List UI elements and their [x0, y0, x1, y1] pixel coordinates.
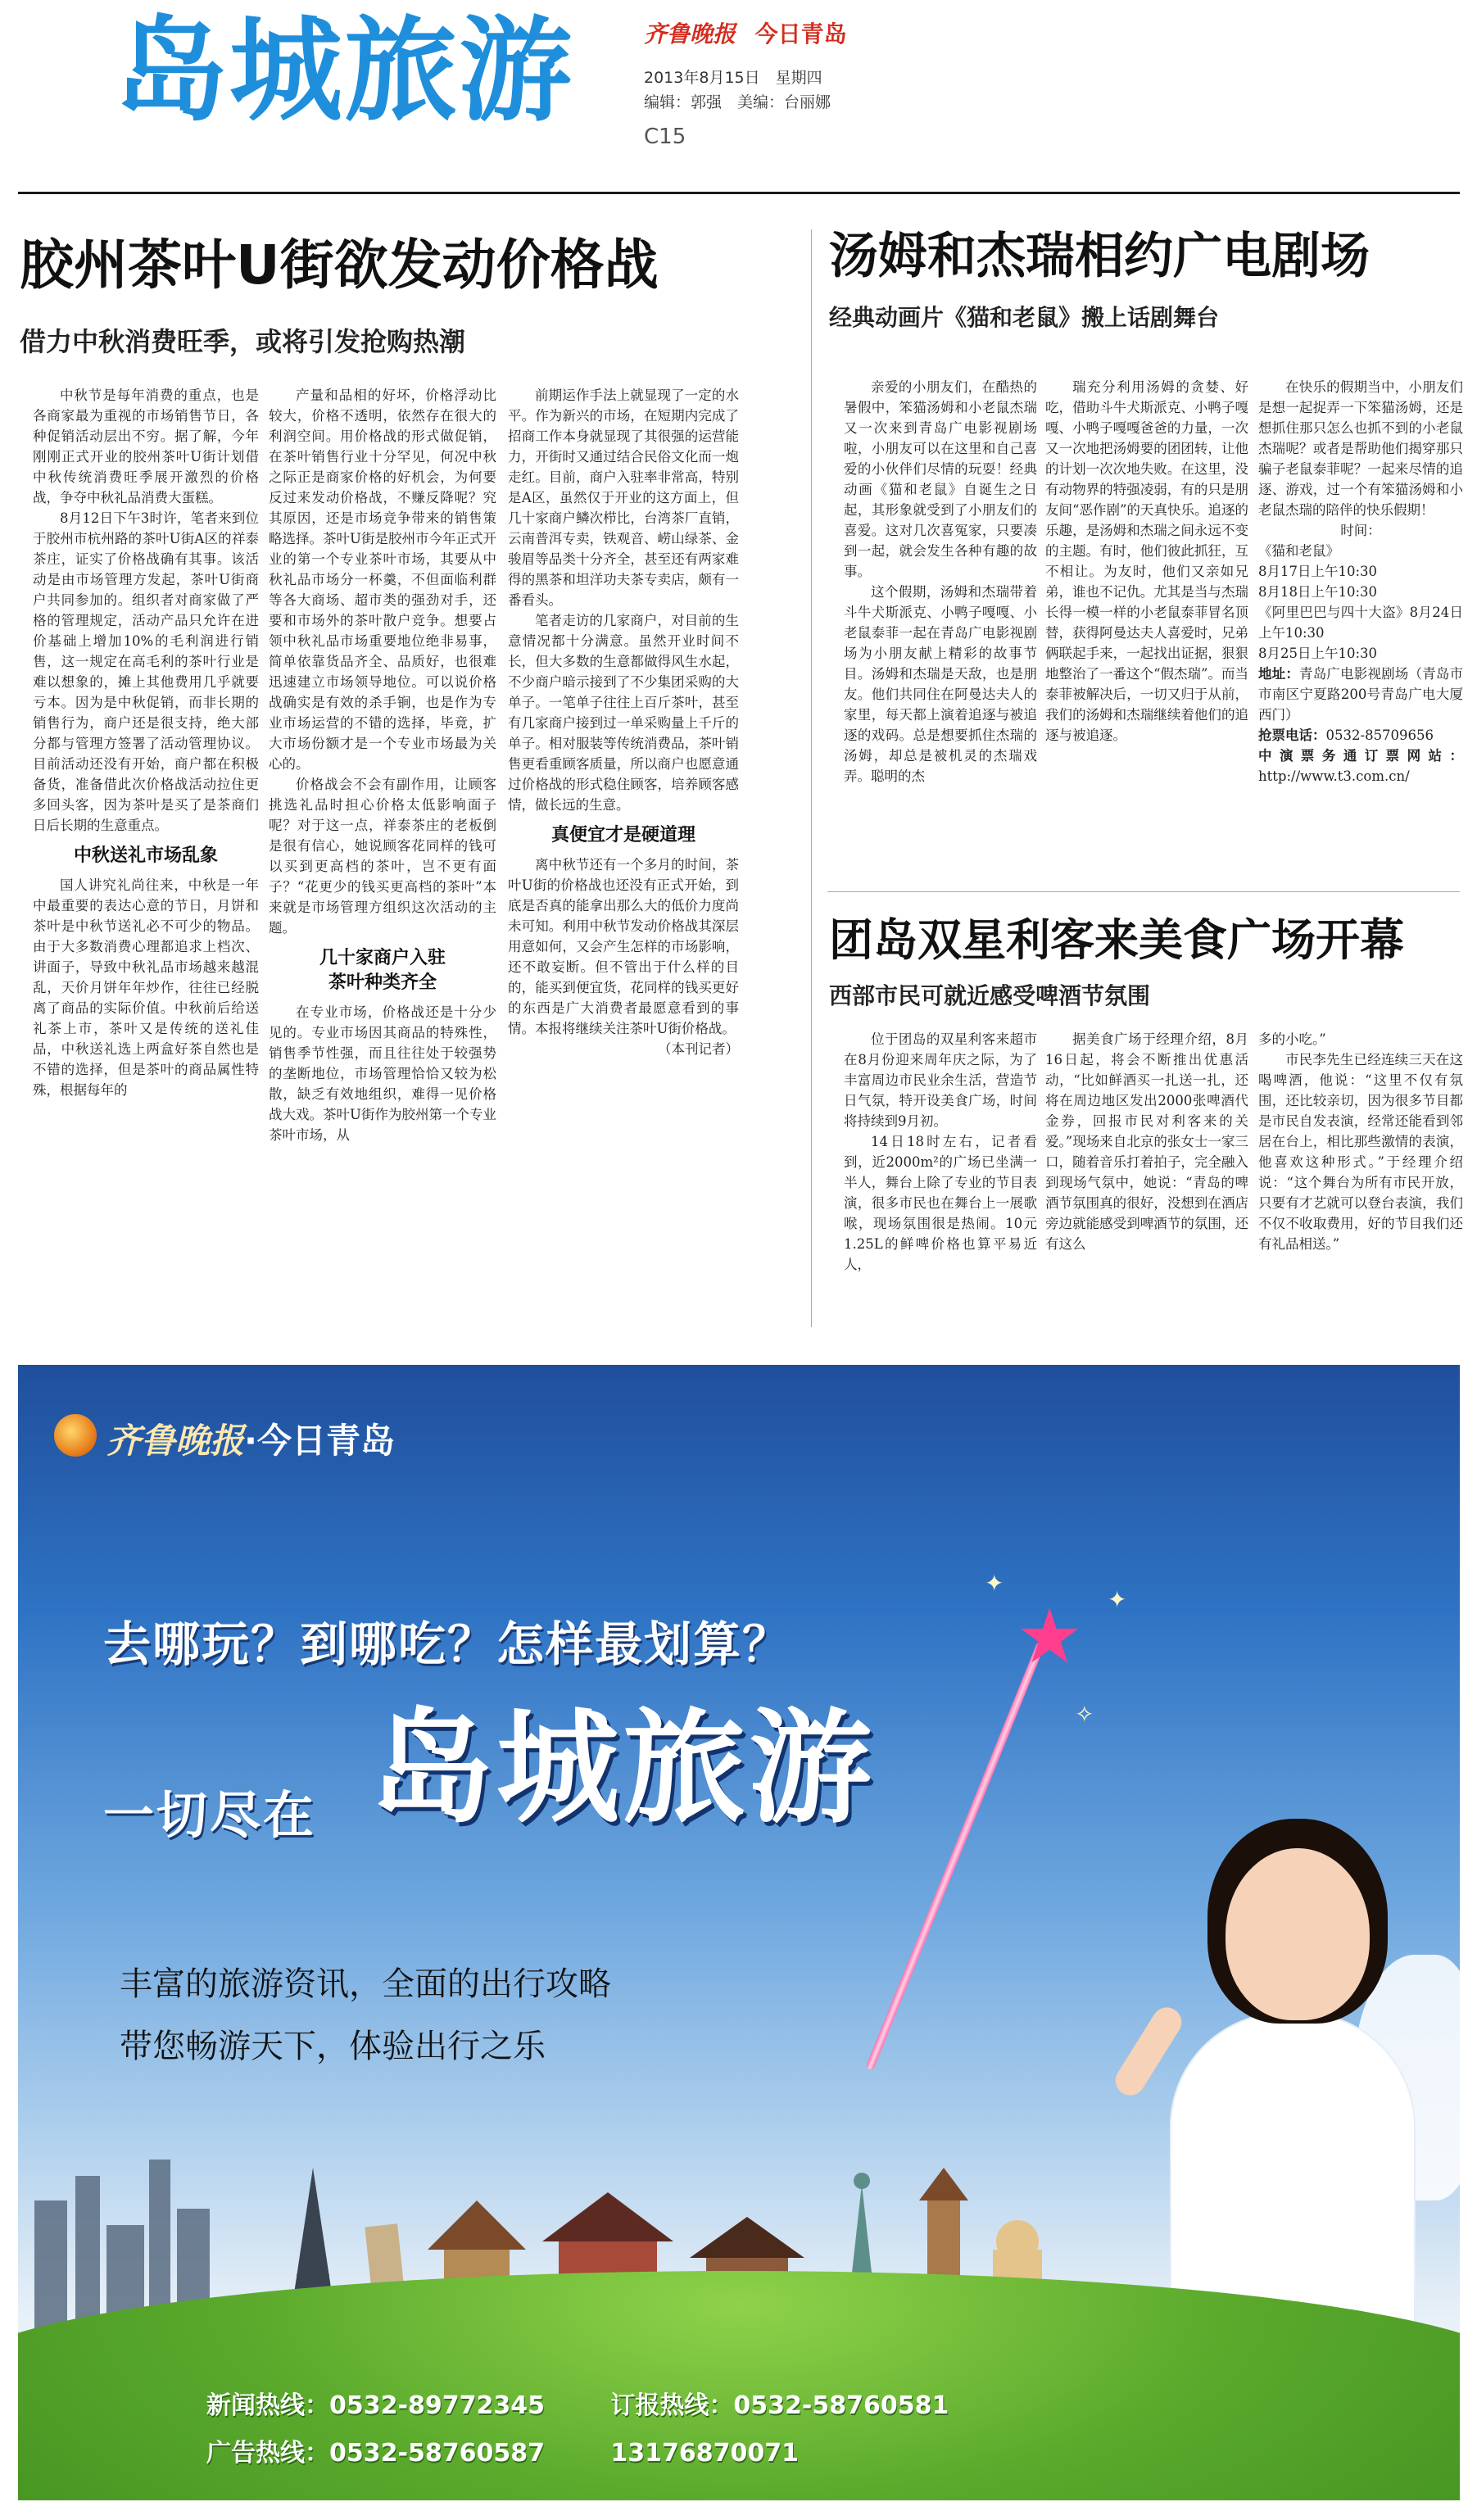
crosshead: 中秋送礼市场乱象 [73, 845, 218, 866]
ticket-website [1258, 746, 1463, 786]
ad-brand-edition: ·今日青岛 [244, 1421, 395, 1461]
brand-name: 齐鲁晚报 [644, 20, 736, 48]
ticket-phone [1258, 725, 1463, 746]
paragraph: 前期运作手法上就显现了一定的水平。作为新兴的市场，在短期内完成了招商工作本身就显现了其很强的运营能力，开街时又通过结合民俗文化而一炮走红。目前，商户入驻率非常高，特别是A区，虽然仅于开业的这方面上，但几十家商户鳞次栉比，台湾茶厂直销，云南普洱专卖，铁观音、崂山绿茶、金骏眉等品类十分齐全，甚至还有两家难得的黑茶和坦洋功夫茶专卖店，颇有一番看头。 [508, 388, 739, 608]
brand-edition: 今日青岛 [754, 20, 847, 48]
article2-column-2 [1045, 377, 1248, 885]
newspaper-brand [644, 16, 847, 49]
masthead [0, 0, 1477, 190]
paragraph: 在专业市场，价格战还是十分少见的。专业市场因其商品的特殊性，销售季节性强，而且往往处于较强势的垄断地位，市场管理恰恰又较为松散，缺乏有效地组织，难得一见价格战大戏。茶叶U街作为胶州第一个专业茶叶市场，从 [269, 1004, 496, 1143]
paragraph: 笔者走访的几家商户，对目前的生意情况都十分满意。虽然开业时间不长，但大多数的生意都做得风生水起，不少商户暗示接到了不少集团采购的大单子。一笔单子往往上百斤茶叶，甚至有几家商户接到过一单采购量上千斤的单子。相对服装等传统消费品，茶叶销售更看重顾客质量，所以商户也愿意通过价格战的形式稳住顾客，培养顾客感情，做长远的生意。 [508, 613, 739, 813]
hotline-label: 广告热线： [206, 2439, 329, 2468]
ad-canvas [18, 1365, 1460, 2500]
girl-arm [1110, 2002, 1187, 2101]
ad-slogan-2: 带您畅游天下，体验出行之乐 [120, 2028, 546, 2065]
hotline-number: 0532-58760581 [733, 2391, 949, 2420]
logo-sun-icon [54, 1414, 97, 1457]
byline: （本刊记者） [658, 1041, 739, 1057]
address-label: 地址： [1258, 666, 1300, 682]
paragraph: 国人讲究礼尚往来，中秋是一年中最重要的表达心意的节日，月饼和茶叶是中秋节送礼必不可少的物品。由于大多数消费心理都追求上档次、讲面子，导致中秋礼品市场越来越混乱，天价月饼年年炒作，往往已经脱离了商品的实际价值。中秋前后给送礼茶上市，茶叶又是传统的送礼佳品，中秋送礼选上两盒好茶自然也是不错的选择，但是茶叶的商品属性特殊，根据每年的 [33, 877, 259, 1098]
paragraph: 据美食广场于经理介绍，8月16日起，将会不断推出优惠活动，“比如鲜酒买一扎送一扎，还将在周边地区发出2000张啤酒代金券，回报市民对利客来的关爱。”现场来自北京的张女士一家三口，随着音乐打着拍子，完全融入到现场气氛中，她说：“青岛的啤酒节氛围真的很好，没想到在酒店旁边就能感受到啤酒节的氛围，还有这么 [1045, 1031, 1248, 1252]
ad-big-title: 岛城旅游 [370, 1697, 876, 1840]
ad-brand [106, 1414, 395, 1463]
mobile-hotline [610, 2430, 799, 2477]
star-icon: ★ [1016, 1593, 1084, 1680]
article3-headline: 团岛双星利客来美食广场开幕 [829, 914, 1404, 966]
hotline-row [206, 2430, 1006, 2477]
hotlines [206, 2382, 1006, 2477]
girl-face [1226, 1848, 1370, 2020]
article3-column-1 [844, 1029, 1037, 1324]
page-title: 岛城旅游 [115, 5, 574, 137]
paragraph: 价格战会不会有副作用，让顾客挑选礼品时担心价格太低影响面子呢？对于这一点，祥泰茶庄的老板倒是很有信心，她说顾客花同样的钱可以买到更高档的茶叶，岂不更有面子？“花更少的钱买更高档的茶叶”本来就是市场管理方组织这次活动的主题。 [269, 777, 496, 936]
paragraph: 在快乐的假期当中，小朋友们是想一起捉弄一下笨猫汤姆，还是想抓住那只怎么也抓不到的小老鼠杰瑞呢？或者是帮助他们揭穿那只骗子老鼠泰菲呢？一起来尽情的追逐、游戏，过一个有笨猫汤姆和小老鼠杰瑞的陪伴的快乐假期！ [1258, 379, 1463, 518]
article2-column-1 [844, 377, 1037, 885]
website-label: 中演票务通订票网站： [1258, 748, 1463, 764]
column-divider [811, 229, 812, 1327]
phone-value: 0532-85709656 [1325, 727, 1434, 743]
news-hotline [206, 2382, 545, 2430]
article1-column-2 [269, 385, 496, 1332]
paragraph: 市民李先生已经连续三天在这喝啤酒，他说：“这里不仅有氛围，还比较亲切，因为很多节目都是市民自发表演，经常还能看到邻居在台上，相比那些激情的表演，他喜欢这种形式。”于经理介绍说：“这个舞台为所有市民开放，只要有才艺就可以登台表演，我们不仅不收取费用，好的节目我们还有礼品相送。” [1258, 1052, 1463, 1252]
hotline-number: 0532-89772345 [329, 2391, 545, 2420]
hotline-label: 订报热线： [610, 2391, 734, 2420]
subscription-hotline [610, 2382, 949, 2430]
paragraph: 8月12日下午3时许，笔者来到位于胶州市杭州路的茶叶U街A区的祥泰茶庄，证实了价格战确有其事。该活动是由市场管理方发起，茶叶U街商户共同参加的。组织者对商家做了严格的管理规定，活动产品只允许在进价基础上增加10%的毛利润进行销售，这一规定在高毛利的茶叶行业是难以想象的，摊上其他费用几乎就要亏本。因为是中秋促销，而非长期的销售行为，商户还是很支持，绝大部分都与管理方签署了活动管理协议。目前活动还没有开始，商户都在积极备货，准备借此次价格战活动拉住更多回头客，因为茶叶是买了是茶商们日后长期的生意重点。 [33, 510, 259, 833]
paragraph: 亲爱的小朋友们，在酷热的暑假中，笨猫汤姆和小老鼠杰瑞又一次来到青岛广电影视剧场啦，小朋友可以在这里和自己喜爱的小伙伴们尽情的玩耍！经典动画《猫和老鼠》自诞生之日起，其形象就受到了小朋友们的喜爱。这对几次喜冤家，只要凑到一起，就会发生各种有趣的故事。 [844, 379, 1037, 579]
paragraph: 离中秋节还有一个多月的时间，茶叶U街的价格战也还没有正式开始，到底是否真的能拿出那么大的低价力度尚未可知。利用中秋节发动价格战其深层用意如何，又会产生怎样的市场影响，还不敢妄断。但不管出于什么样的目的，能买到便宜货，花同样的钱买更好的东西是广大消费者最愿意看到的事情。本报将继续关注茶叶U街价格战。 [508, 857, 739, 1036]
advertisement [18, 1365, 1460, 2500]
advertising-hotline [206, 2430, 545, 2477]
sparkle-icon: ✧ [1075, 1701, 1094, 1728]
ad-slogan-1: 丰富的旅游资讯，全面的出行攻略 [120, 1965, 611, 2003]
show-time-label: 时间： [1340, 523, 1381, 538]
hotline-number: 0532-58760587 [329, 2439, 545, 2468]
article3-subhead: 西部市民可就近感受啤酒节氛围 [829, 982, 1151, 1009]
hotline-number: 13176870071 [610, 2439, 800, 2468]
paragraph: 瑞充分利用汤姆的贪婪、好吃，借助斗牛犬斯派克、小鸭子嘎嘎、小鸭子嘎嘎爸爸的力量，一次又一次地把汤姆要的团团转，让他的计划一次次地失败。在这里，没有动物界的特强凌弱，有的只是朋友间“恶作剧”的天真快乐。追逐的乐趣，是汤姆和杰瑞之间永远不变的主题。有时，他们彼此抓狂，互不相让。为友时，他们又亲如兄弟，谁也不记仇。尤其是当与杰瑞长得一模一样的小老鼠泰菲冒名顶替，获得阿曼达夫人喜爱时，兄弟俩联起手来，一起找出证据，狠狠地整治了一番这个“假杰瑞”。而当泰菲被解决后，一切又归于从前，我们的汤姆和杰瑞继续着他们的追逐与被追逐。 [1045, 379, 1248, 743]
article2-subhead: 经典动画片《猫和老鼠》搬上话剧舞台 [829, 304, 1220, 331]
article3-column-3 [1258, 1029, 1463, 1324]
article3-column-2 [1045, 1029, 1248, 1324]
article2-column-3 [1258, 377, 1463, 885]
phone-label: 抢票电话： [1258, 727, 1326, 743]
masthead-divider [18, 192, 1460, 194]
sparkle-icon: ✦ [985, 1570, 1004, 1597]
address-value: 青岛广电影视剧场（青岛市市南区宁夏路200号青岛广电大厦西门） [1258, 666, 1463, 723]
page-number: C15 [644, 125, 686, 149]
issue-date: 2013年8月15日 星期四 [644, 69, 822, 87]
venue-address [1258, 664, 1463, 725]
article2-headline: 汤姆和杰瑞相约广电剧场 [829, 228, 1370, 285]
ad-brand-name: 齐鲁晚报 [106, 1421, 245, 1461]
editor-credits: 编辑：郭强 美编：台丽娜 [644, 93, 831, 111]
show-date: 8月25日上午10:30 [1258, 646, 1378, 661]
paragraph: 中秋节是每年消费的重点，也是各商家最为重视的市场销售节日，各种促销活动层出不穷。据了解，今年刚刚正式开业的胶州茶叶U街计划借中秋传统消费旺季展开激烈的价格战，争夺中秋礼品消费大蛋糕。 [33, 388, 259, 505]
show-date: 8月18日上午10:30 [1258, 584, 1378, 600]
sparkle-icon: ✦ [1108, 1586, 1127, 1613]
magic-wand-icon [866, 1642, 1045, 2070]
paragraph: 这个假期，汤姆和杰瑞带着斗牛犬斯派克、小鸭子嘎嘎、小老鼠泰菲一起在青岛广电影视剧场为小朋友献上精彩的故事节目。汤姆和杰瑞是天敌，也是朋友。他们共同住在阿曼达夫人的家里，每天都上演着追逐与被追逐的戏码。总是想要抓住杰瑞的汤姆，却总是被机灵的杰瑞戏弄。聪明的杰 [844, 584, 1037, 784]
website-value: http://www.t3.com.cn/ [1258, 768, 1410, 784]
crosshead: 几十家商户入驻 茶叶种类齐全 [319, 948, 446, 993]
article1-column-3 [508, 385, 739, 1332]
paragraph: 位于团岛的双星利客来超市在8月份迎来周年庆之际，为了丰富周边市民业余生活，营造节日气氛，特开设美食广场，时间将持续到9月初。 [844, 1031, 1037, 1129]
ad-all-in: 一切尽在 [103, 1785, 317, 1845]
show-name: 《猫和老鼠》 [1258, 543, 1339, 559]
ad-question: 去哪玩？到哪吃？怎样最划算？ [103, 1616, 792, 1672]
paragraph: 多的小吃。” [1258, 1031, 1326, 1047]
show-date: 8月17日上午10:30 [1258, 564, 1378, 579]
article-divider [827, 891, 1460, 892]
article1-headline: 胶州茶叶U街欲发动价格战 [20, 233, 659, 297]
paragraph: 产量和品相的好坏，价格浮动比较大，价格不透明，依然存在很大的利润空间。用价格战的形式做促销，在茶叶销售行业十分罕见，何况中秋之际正是商家价格的好机会，为何要反过来发动价格战，不赚反降呢？究其原因，还是市场竞争带来的销售策略选择。茶叶U街是胶州市今年正式开业的第一个专业茶叶市场，其要从中秋礼品市场分一杯羹，不但面临利群等各大商场、超市类的强劲对手，还要和市场外的茶叶散户竞争。想要占领中秋礼品市场重要地位绝非易事，简单依靠货品齐全、品质好，也很难迅速建立市场领导地位。可以说价格战确实是有效的杀手锏，也是作为专业市场运营的不错的选择，毕竟，扩大市场份额才是一个专业市场最为关心的。 [269, 388, 496, 772]
article1-column-1 [33, 385, 259, 1332]
crosshead: 真便宜才是硬道理 [550, 825, 695, 845]
hotline-label: 新闻热线： [206, 2391, 329, 2420]
paragraph: 14日18时左右，记者看到，近2000m²的广场已坐满一半人，舞台上除了专业的节目表演，很多市民也在舞台上一展歌喉，现场氛围很是热闹。10元1.25L的鲜啤价格也算平易近人， [844, 1134, 1037, 1272]
hotline-row [206, 2382, 1006, 2430]
show-date: 《阿里巴巴与四十大盗》8月24日上午10:30 [1258, 605, 1463, 641]
article1-subhead: 借力中秋消费旺季，或将引发抢购热潮 [20, 326, 466, 357]
